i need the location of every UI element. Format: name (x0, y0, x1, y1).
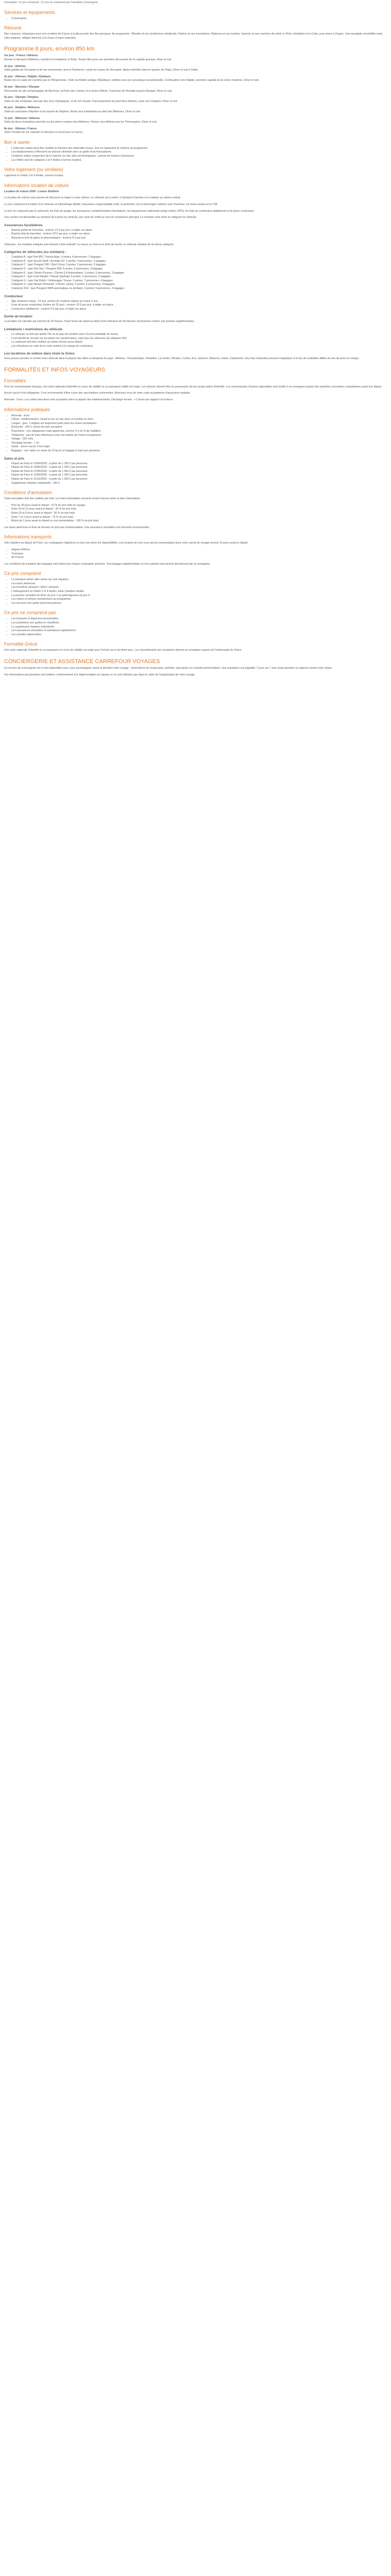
formalite-grece-text: Une carte nationale d'identité ou un passeport en cours de validité est exigé pour l'entrée sur le territoire grec. Les ressortissants non européens doivent se renseigner auprès de l'ambassade de Grèce. (4, 649, 242, 652)
condition-item: • Entre 20 et 8 jours avant le départ : 50 % du prix total. (11, 512, 387, 516)
category-item: • Catégorie G : type Fiat Doblo / Volkswagen Touran, 5 portes, 7 personnes, 4 bagages (11, 279, 387, 283)
formalites-money: Monnaie : l'euro. Les cartes bancaires sont acceptées dans la plupart des établissements. Décalage horaire : +1 heure par rapport à la France. (4, 398, 174, 402)
day-text: Route vers le canal de Corinthe puis le Péloponnèse. Visite du théâtre antique d'Épidaure, célèbre pour son acoustique exceptionnelle. Continuation vers Nafplio, première capitale de la Grèce moderne. Dîner et nuit. (4, 79, 259, 82)
date-item: • Départ de Paris le 13/09/2026 : à partir de 1 420 € par personne. (11, 473, 387, 478)
conducteur-item: • Âge minimum requis : 23 ans, permis de conduire depuis au moins 2 ans. (11, 300, 387, 304)
information-item: • Bagages : une valise en soute de 23 kg et un bagage à main par personne. (11, 449, 387, 453)
day-label: 6e jour : Delphes / Météores (4, 106, 40, 110)
airline-item: • Air France (11, 556, 387, 560)
airline-item: • Aegean Airlines (11, 548, 387, 552)
limitation-item: • Il est interdit de circuler sur les pistes non goudronnées, sauf pour les véhicules de catégorie 4X4. (11, 337, 387, 341)
location-paragraph: Le prix ne comprend pas le carburant, les frais de péage, les assurances complémentaires facultatives, les équipements optionnels (siège enfant, GPS), les frais de conducteur additionnel et de jeune conducteur. (4, 209, 255, 213)
dates-list (4, 462, 387, 486)
day-label: 5e jour : Olympie / Delphes (4, 96, 39, 99)
programme-day (4, 75, 387, 83)
condition-item: • Entre 7 et 2 jours avant le départ : 75 % du prix total. (11, 516, 387, 520)
day-label: 4e jour : Mycènes / Olympie (4, 85, 40, 89)
day-label: 1er jour : France / Athènes (4, 54, 38, 58)
formalites-health: Aucun vaccin n'est obligatoire. Il est recommandé d'être à jour des vaccinations universelles. Munissez-vous de votre carte européenne d'assurance maladie. (4, 392, 191, 395)
prix-ne-comprend-pas-item: • Les activités optionnelles. (11, 633, 387, 637)
transports-note: Les conditions de transport des bagages sont fixées par chaque compagnie aérienne. Tout bagage supplémentaire ou hors gabarit sera facturé directement par la compagnie. (4, 562, 210, 566)
categories-list (4, 256, 387, 291)
extra-text: Vous pouvez prendre et rendre votre véhicule dans la plupart des villes et aéroports du pays : Athènes, Thessalonique, Héraklion, La Canée, Rhodes, Corfou, Kos, Santorin, Mykonos, Zante, Céphalonie. Des frais d'abandon peuvent s'appliquer si le lieu de restitution diffère du lieu de prise en charge. (4, 357, 360, 361)
prix-ne-comprend-pas-list (4, 617, 387, 637)
bon-savoir-list (4, 147, 387, 162)
programme-heading: Programme 8 jours, environ 850 km (4, 46, 94, 53)
services-list (4, 17, 387, 21)
insurance-item: • Rachat total de franchise : environ 20 € par jour, à régler sur place. (11, 232, 387, 236)
information-item: • Téléphone : pas de frais d'itinérance pour les forfaits de l'Union européenne. (11, 434, 387, 438)
category-item: • Catégorie D : type Fiat Tipo / Peugeot 308, 5 portes, 5 personnes, 3 bagages (11, 267, 387, 272)
information-item: • Monnaie : Euro (11, 414, 387, 418)
category-item: • Catégorie E : type Citroën Picasso / Citroën C4 Automatique, 5 portes, 5 personnes, 3 bagages (11, 272, 387, 276)
location-paragraph: Une caution est demandée au moment de la prise du véhicule, par carte de crédit au nom du conducteur principal. Le montant varie selon la catégorie du véhicule. (4, 216, 197, 219)
day-text: Arrivée à l'aéroport d'Athènes, transfert et installation à l'hôtel. Temps libre pour une première découverte de la capitale grecque, dîner et nuit. (4, 58, 172, 61)
conciergerie-heading: CONCIERGERIE ET ASSISTANCE CARREFOUR VOYAGES (4, 658, 160, 665)
date-item: • Départ de Paris le 11/10/2026 : à partir de 1 350 € par personne. (11, 478, 387, 482)
conditions-heading: Conditions d'annulation (4, 490, 53, 496)
date-item: • Départ de Paris le 07/06/2026 : à partir de 1 450 € par personne. (11, 470, 387, 474)
conducteur-item: • Frais de jeune conducteur (moins de 25 ans) : environ 10 € par jour, à régler sur place. (11, 303, 387, 308)
day-label: 7e jour : Météores / Athènes (4, 116, 40, 120)
programme-day (4, 65, 387, 73)
limitations-list (4, 333, 387, 348)
limitation-item: • Les infractions au code de la route restent à la charge du conducteur. (11, 345, 387, 349)
bon-savoir-item: • Certaines visites comportent de la marche sur des sites archéologiques : prévoir de bonnes chaussures. (11, 155, 387, 159)
bon-savoir-item: • Les déplacements s'effectuent en autocar climatisé avec un guide local francophone. (11, 150, 387, 155)
condition-item: • Moins de 2 jours avant le départ ou non-présentation : 100 % du prix total. (11, 519, 387, 523)
conditions-note: Les taxes aériennes et frais de dossier ne sont pas remboursables. Une assurance annulation est vivement recommandée. (4, 526, 150, 529)
date-item: • Départ de Paris le 12/04/2026 : à partir de 1 290 € par personne. (11, 462, 387, 466)
transports-heading: Informations transports (4, 534, 52, 540)
prix-comprend-item: • Les taxes aériennes. (11, 582, 387, 586)
description-header: Description: Ce prix comprend : Ce prix ne comprend pas Formalités Conciergerie (4, 1, 98, 4)
conducteur-item: • Conducteur additionnel : environ 8 € par jour, à régler sur place. (11, 308, 387, 312)
prix-comprend-item: • Les transferts aéroport / hôtel / aéroport. (11, 586, 387, 590)
day-text: Selon l'horaire de vol, transfert à l'aéroport et envol pour la France. (4, 131, 84, 134)
category-item: • Catégorie 4X4 : type Peugeot 3008 automatique ou similaire, 5 portes, 5 personnes, 3 bagages (11, 287, 387, 291)
prix-comprend-item: • La pension complète du dîner du jour 1 au petit-déjeuner du jour 8. (11, 594, 387, 598)
formalites-text: Pour les ressortissants français, une carte nationale d'identité en cours de validité ou un passeport valide est exigé. Les mineurs doivent être en possession de leur propre pièce d'identité. Les ressortissants d'autres nationalités sont invités à se renseigner auprès des autorités consulaires compétentes avant leur départ. (4, 385, 382, 388)
location-heading: Informations location de voiture (4, 182, 69, 188)
information-item: • Santé : aucun vaccin n'est exigé. (11, 445, 387, 449)
prix-comprend-item: • L'hébergement en hôtels 3 et 4 étoiles, base chambre double. (11, 590, 387, 594)
programme-day (4, 127, 387, 135)
conducteur-list (4, 300, 387, 312)
date-item: • Supplément chambre individuelle : 290 €. (11, 482, 387, 486)
bon-savoir-heading: Bon à savoir (4, 139, 30, 145)
location-subtitle: Location de voiture 2026 - Loueur Sixt/Avis (4, 190, 59, 193)
prix-comprend-item: • Les services d'un guide local francophone. (11, 602, 387, 606)
bon-savoir-item: • Les hôtels sont de catégorie 3 et 4 étoiles (normes locales). (11, 159, 387, 163)
prix-comprend-item: • Les visites et entrées mentionnées au programme. (11, 598, 387, 602)
vehicles-intro: Véhicules : les modèles indiqués sont donnés à titre indicatif. Le loueur se réserve le droit de fournir un véhicule similaire de la même catégorie. (4, 243, 174, 246)
insurance-item: • Assurance bris de glace et pneumatiques : environ 8 € par jour. (11, 236, 387, 241)
prix-comprend-list (4, 578, 387, 605)
conditions-text: Toute annulation doit être notifiée par écrit. Les frais d'annulation suivants seront retenus selon la date d'annulation : (4, 497, 142, 501)
product-description (0, 0, 391, 686)
date-item: • Départ de Paris le 10/05/2026 : à partir de 1 390 € par personne. (11, 466, 387, 470)
condition-item: • Plus de 30 jours avant le départ : 10 % du prix total du voyage. (11, 504, 387, 508)
formalites-heading: FORMALITÉS ET INFOS VOYAGEURS (4, 366, 105, 373)
programme-day (4, 106, 387, 114)
location-paragraph: Le prix comprend la location d'un véhicule en kilométrage illimité, l'assurance responsabilité civile, la protection vol et dommages collision avec franchise, les taxes locales et la TVA. (4, 203, 218, 207)
prix-ne-comprend-pas-item: • Les boissons et dépenses personnelles. (11, 617, 387, 621)
condition-item: • Entre 30 et 21 jours avant le départ : 25 % du prix total. (11, 507, 387, 512)
resume-heading: Résumé (4, 25, 22, 31)
day-text: Découverte du site archéologique de Mycènes, la Porte des Lionnes et le trésor d'Atrée. Traversée de l'Arcadie jusqu'à Olympie. Dîner et nuit. (4, 89, 172, 93)
day-label: 3e jour : Athènes / Nafplio / Épidaure (4, 75, 51, 78)
category-item: • Catégorie H : type Nissan Primastar / Citroën Jumpy, 5 portes, 9 personnes, 4 bagages (11, 283, 387, 287)
programme-day (4, 86, 387, 93)
day-label: 2e jour : Athènes (4, 64, 26, 68)
information-item: • Pourboires : non obligatoires mais appréciés, environ 5 à 10 % de l'addition. (11, 430, 387, 434)
transports-text: Vols réguliers au départ de Paris, sur compagnies régulières ou low-cost selon les disponibilités. Les horaires de vols vous seront communiqués dans votre carnet de voyage environ 10 jours avant le départ. (4, 541, 249, 545)
category-item: • Catégorie C : type Peugeot 208 / Opel Corsa, 5 portes, 5 personnes, 2 bagages (11, 263, 387, 267)
conciergerie-text: Un service de conciergerie est à votre disposition pour vous accompagner avant et pendant votre voyage : réservations de restaurants, activités, spectacles ou conseils personnalisés. Une assistance est joignable 7 jours sur 7 pour toute question ou urgence durant votre séjour. (4, 667, 333, 670)
resume-text: Dès Limassol, embarquez pour une croisière de 8 jours à la découverte des îles grecques. Au programme : Rhodes et son architecture médiévale, Patmos et ses monastères, Mykonos et ses moulins, Santorin et ses couchers de soleil, le Pirée, Héraklion et la Crète, puis retour à Chypre. Une escapade ensoleillée entre cités antiques, villages blanchis à la chaux et eaux turquoise. (4, 32, 383, 40)
information-item: • Langue : grec. L'anglais est largement parlé dans les zones touristiques. (11, 422, 387, 426)
programme-days (4, 54, 387, 135)
prix-ne-comprend-pas-heading: Ce prix ne comprend pas (4, 610, 56, 616)
dates-heading: Dates et prix (4, 456, 25, 461)
prix-ne-comprend-pas-item: • Les pourboires aux guides et chauffeurs. (11, 621, 387, 625)
informations-list (4, 414, 387, 453)
prix-ne-comprend-pas-item: • Les assurances annulation et assistance-rapatriement. (11, 629, 387, 633)
limitations-heading: Limitations / restrictions du véhicule (4, 327, 63, 331)
duree-text: La location est calculée par tranche de 24 heures. Toute heure de retard au-delà d'une tolérance de 59 minutes est facturée comme une journée supplémentaire. (4, 320, 195, 324)
prix-comprend-item: • Le transport aérien aller-retour sur vols réguliers. (11, 578, 387, 582)
insurance-heading: Assurances facultatives (4, 223, 43, 227)
logement-text: Logement en hôtels 3 et 4 étoiles, normes locales. (4, 174, 64, 178)
formalites-subheading: Formalités (4, 378, 26, 383)
programme-day (4, 117, 387, 125)
bon-savoir-item: • L'ordre des visites peut être modifié en fonction des impératifs locaux, tout en respectant le contenu du programme. (11, 147, 387, 151)
day-label: 8e jour : Athènes / France (4, 127, 37, 130)
day-text: Visite guidée de l'Acropole et de ses monuments, dont le Parthénon, suivie du musée de l'Acropole. Après-midi libre dans le quartier de Plaka. Dîner et nuit à l'hôtel. (4, 69, 199, 72)
day-text: Visite du sanctuaire d'Apollon et du musée de Delphes. Route vers Kalambaka au pied des Météores. Dîner et nuit. (4, 110, 141, 113)
extra-heading: Les locations de voiture dans toute la Grèce (4, 352, 75, 356)
category-item: • Catégorie B : type Suzuki Swift / Hyundai i10, 5 portes, 4 personnes, 2 bagages (11, 260, 387, 264)
information-item: • Décalage horaire : + 1h (11, 442, 387, 446)
insurance-list (4, 229, 387, 241)
day-text: Visite de deux monastères perchés sur les pitons rocheux des Météores. Retour vers Athènes par les Thermopyles. Dîner et nuit. (4, 121, 157, 124)
programme-day (4, 96, 387, 104)
location-intro: La location de voiture vous permet de découvrir la région à votre rythme. Le véhicule est à retirer à l'aéroport d'arrivée et à restituer au même endroit. (4, 196, 181, 200)
logement-heading: Votre logement (ou similaire) (4, 167, 63, 173)
programme-day (4, 54, 387, 62)
insurance-item: • Rachat partiel de franchise : environ 12 € par jour, à régler sur place. (11, 229, 387, 233)
formalite-grece-heading: Formalité Grèce (4, 641, 38, 647)
categories-heading: Catégories de véhicules (ou similaire) : (4, 250, 67, 255)
conducteur-heading: Conducteur (4, 294, 23, 298)
information-item: • Climat : méditerranéen, chaud et sec en été, doux et humide en hiver. (11, 418, 387, 422)
information-item: • Électricité : 230 V, prises de type européen. (11, 426, 387, 430)
conditions-list (4, 504, 387, 523)
limitation-item: • Le carburant doit être restitué au même niveau qu'au départ. (11, 341, 387, 345)
prix-comprend-heading: Ce prix comprend (4, 571, 41, 577)
information-item: • Voltage : 220 volts (11, 437, 387, 442)
category-item: • Catégorie A : type Fiat 500 / Toyota Aygo, 4 portes, 4 personnes, 2 bagages (11, 256, 387, 260)
conciergerie-note: Vos informations personnelles sont traitées conformément à la réglementation en vigueur et ne sont utilisées que dans le cadre de l'organisation de votre voyage. (4, 673, 196, 676)
day-text: Visite du site d'Olympie, berceau des Jeux Olympiques, et de son musée. Franchissement du pont Rion-Antirion, route vers Delphes. Dîner et nuit. (4, 99, 178, 103)
airlines-list (4, 548, 387, 560)
informations-heading: Informations pratiques (4, 406, 51, 412)
limitation-item: • Le véhicule ne doit pas quitter l'île ou le pays de location sans l'accord préalable du loueur. (11, 333, 387, 337)
services-heading: Services et équipements (4, 9, 55, 15)
duree-heading: Durée de location (4, 315, 32, 319)
category-item: • Catégorie F : type Ford Ranger / Nissan Qashqai, 5 portes, 5 personnes, 3 bagages (11, 275, 387, 279)
airline-item: • Transavia (11, 552, 387, 556)
services-item: • Conciergerie (11, 17, 387, 21)
prix-ne-comprend-pas-item: • Le supplément chambre individuelle. (11, 625, 387, 630)
